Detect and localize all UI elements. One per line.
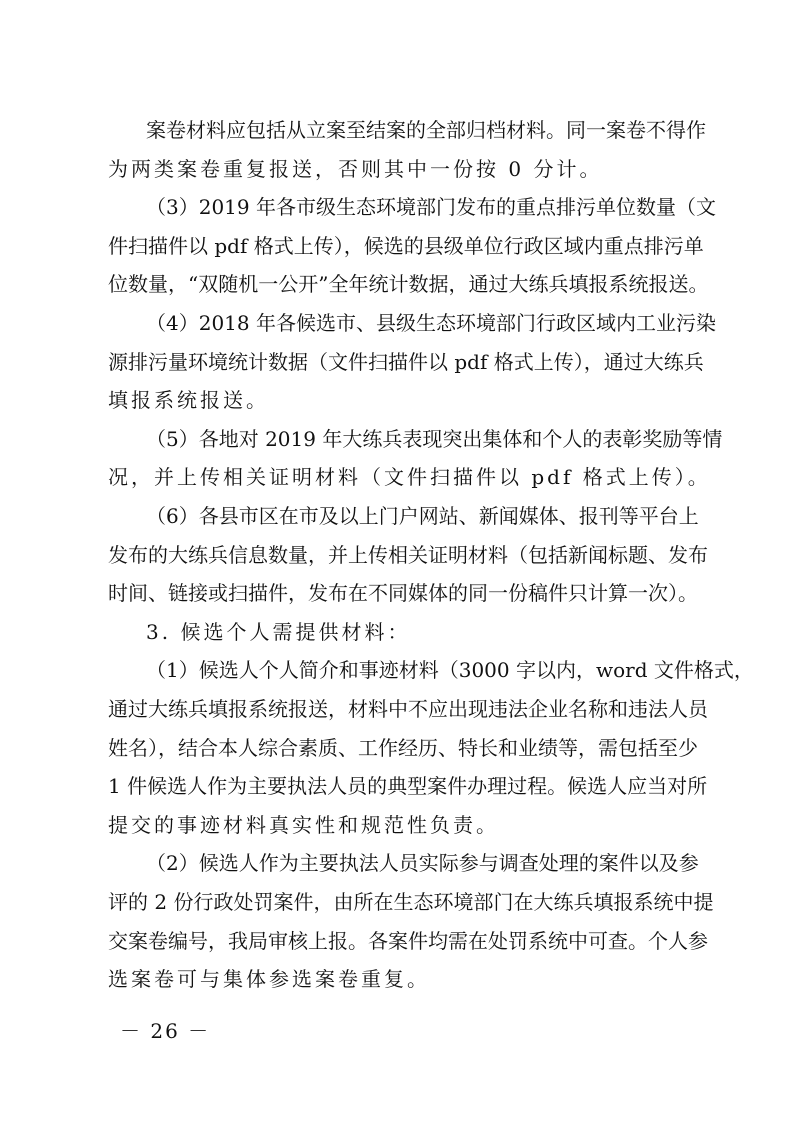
- paragraph-line: 评的 2 份行政处罚案件，由所在生态环境部门在大练兵填报系统中提: [108, 890, 714, 914]
- paragraph-line: 源排污量环境统计数据（文件扫描件以 pdf 格式上传），通过大练兵: [108, 349, 704, 374]
- paragraph-first-line: （4）2018 年各候选市、县级生态环境部门行政区域内工业污染: [146, 311, 716, 335]
- paragraph-line: 通过大练兵填报系统报送，材料中不应出现违法企业名称和违法人员: [108, 697, 708, 721]
- paragraph-first-line: （6）各县市区在市及以上门户网站、新闻媒体、报刊等平台上: [146, 504, 699, 528]
- paragraph-line: 填报系统报送。: [108, 388, 269, 413]
- paragraph-line: 1 件候选人作为主要执法人员的典型案件办理过程。候选人应当对所: [108, 774, 708, 799]
- paragraph-line: 件扫描件以 pdf 格式上传），候选的县级单位行政区域内重点排污单: [108, 233, 704, 258]
- paragraph-first-line: 案卷材料应包括从立案至结案的全部归档材料。同一案卷不得作: [146, 118, 706, 142]
- page-number: － 26 －: [120, 1019, 211, 1043]
- paragraph-first-line: （1）候选人个人简介和事迹材料（3000 字以内，word 文件格式，: [146, 658, 754, 683]
- paragraph-line: 选案卷可与集体参选案卷重复。: [108, 967, 430, 992]
- paragraph-line: 位数量，“双随机一公开”全年统计数据，通过大练兵填报系统报送。: [108, 272, 709, 297]
- paragraph-line: 时间、链接或扫描件，发布在不同媒体的同一份稿件只计算一次）。: [108, 581, 698, 606]
- paragraph-first-line: （3）2019 年各市级生态环境部门发布的重点排污单位数量（文: [146, 195, 716, 220]
- paragraph-line: 发布的大练兵信息数量，并上传相关证明材料（包括新闻标题、发布: [108, 542, 708, 567]
- paragraph-first-line: （5）各地对 2019 年大练兵表现突出集体和个人的表彰奖励等情: [146, 426, 723, 451]
- paragraph-line: 交案卷编号，我局审核上报。各案件均需在处罚系统中可查。个人参: [108, 928, 708, 953]
- paragraph-line: 姓名），结合本人综合素质、工作经历、特长和业绩等，需包括至少: [108, 735, 698, 760]
- paragraph-line: 提交的事迹材料真实性和规范性负责。: [108, 812, 499, 837]
- paragraph-first-line: 3. 候选个人需提供材料：: [146, 619, 411, 644]
- paragraph-line: 况，并上传相关证明材料（文件扫描件以 pdf 格式上传）。: [108, 465, 711, 490]
- paragraph-first-line: （2）候选人作为主要执法人员实际参与调查处理的案件以及参: [146, 851, 699, 876]
- paragraph-line: 为两类案卷重复报送，否则其中一份按 0 分计。: [108, 156, 603, 181]
